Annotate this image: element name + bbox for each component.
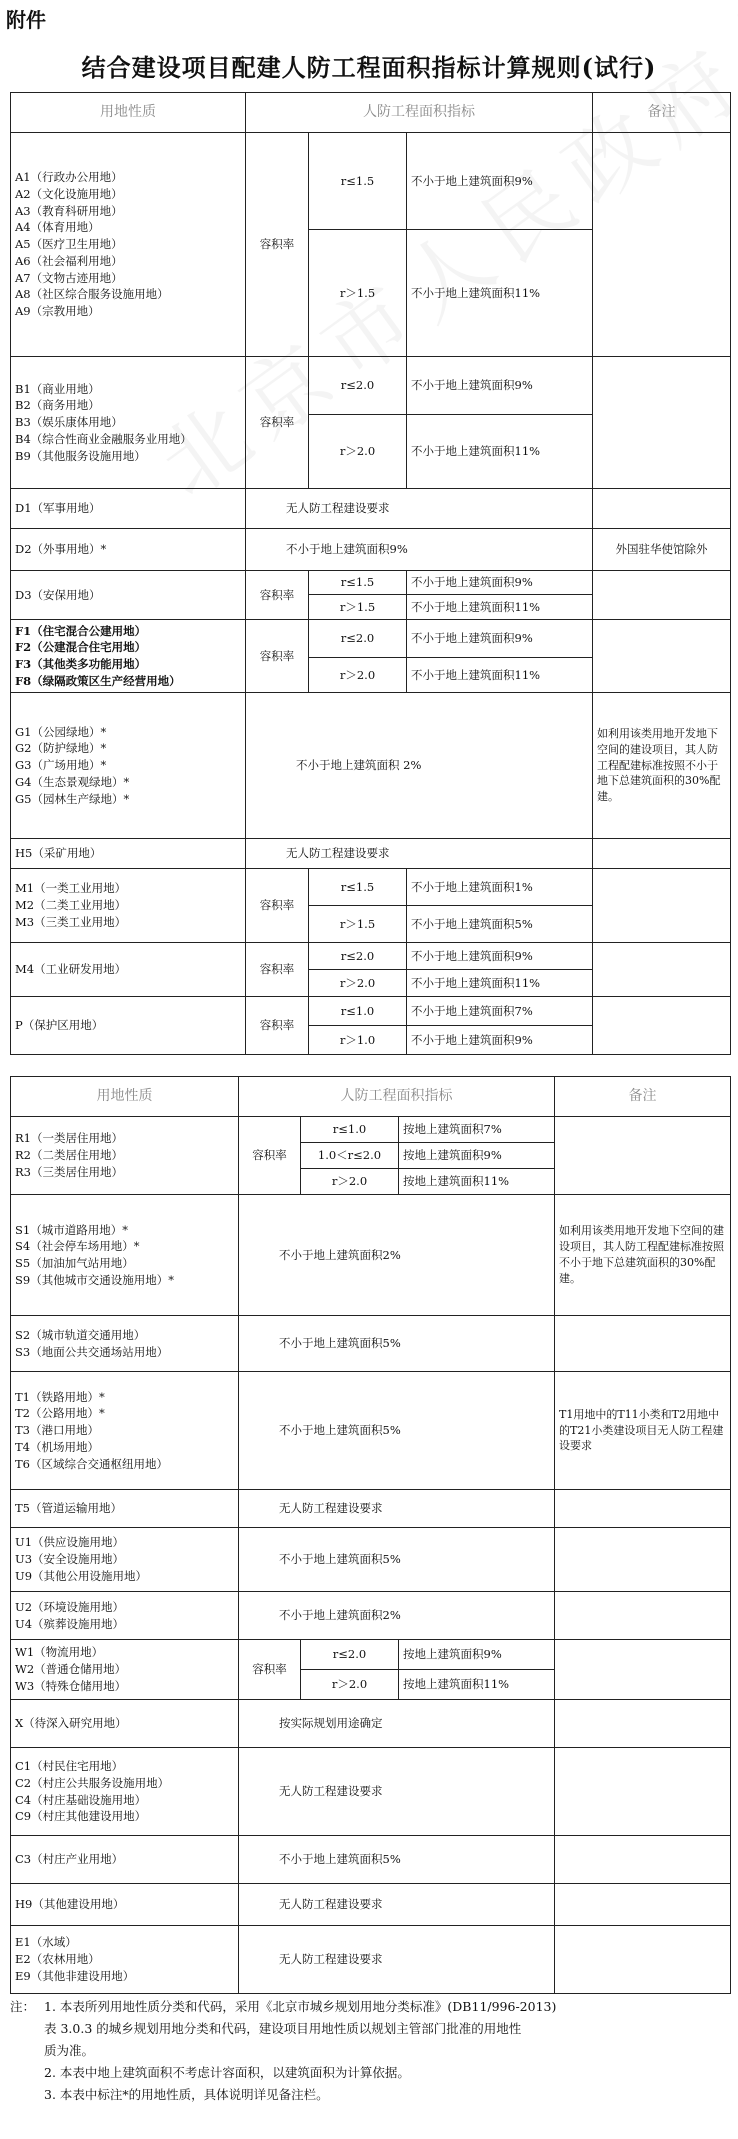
far-label: 容积率 xyxy=(246,997,309,1055)
land-use-code-m4: M4（工业研发用地） xyxy=(11,943,246,997)
header-indicator: 人防工程面积指标 xyxy=(246,93,593,133)
far-label: 容积率 xyxy=(246,943,309,997)
area-indicator: 不小于地上建筑面积9% xyxy=(407,571,593,595)
area-indicator: 不小于地上建筑面积 2% xyxy=(246,693,593,839)
remarks-cell xyxy=(593,869,731,943)
far-condition: r＞1.0 xyxy=(309,1026,407,1055)
remarks-cell xyxy=(593,839,731,869)
area-indicator: 不小于地上建筑面积5% xyxy=(239,1372,555,1490)
remarks-cell xyxy=(555,1528,731,1592)
indicator-table-2 xyxy=(10,1076,731,1994)
land-use-code-h5: H5（采矿用地） xyxy=(11,839,246,869)
remarks-cell xyxy=(593,943,731,997)
footnote-label: 注： xyxy=(10,1999,36,2014)
header-land-use: 用地性质 xyxy=(11,1077,239,1117)
area-indicator: 不小于地上建筑面积2% xyxy=(239,1592,555,1640)
area-indicator: 不小于地上建筑面积7% xyxy=(407,997,593,1026)
area-indicator: 不小于地上建筑面积9% xyxy=(407,1026,593,1055)
area-indicator: 不小于地上建筑面积5% xyxy=(239,1316,555,1372)
header-remarks: 备注 xyxy=(555,1077,731,1117)
footnote-2: 2. 本表中地上建筑面积不考虑计容面积，以建筑面积为计算依据。 xyxy=(44,2064,410,2080)
far-label: 容积率 xyxy=(246,571,309,620)
land-use-code-t5: T5（管道运输用地） xyxy=(11,1490,239,1528)
far-condition: r＞1.5 xyxy=(309,906,407,943)
area-indicator: 不小于地上建筑面积5% xyxy=(239,1528,555,1592)
header-land-use: 用地性质 xyxy=(11,93,246,133)
remarks-cell xyxy=(555,1748,731,1836)
far-condition: r＞2.0 xyxy=(301,1670,399,1700)
header-indicator: 人防工程面积指标 xyxy=(239,1077,555,1117)
remarks-cell xyxy=(593,133,731,357)
far-label: 容积率 xyxy=(246,620,309,693)
remarks-cell xyxy=(555,1640,731,1700)
remarks-cell xyxy=(555,1700,731,1748)
far-condition: r≤2.0 xyxy=(309,620,407,658)
footnote-1-end: 质为准。 xyxy=(44,2042,95,2058)
land-use-codes-w: W1（物流用地） W2（普通仓储用地） W3（特殊仓储用地） xyxy=(11,1640,239,1700)
far-label: 容积率 xyxy=(239,1117,301,1195)
remarks-cell: 外国驻华使馆除外 xyxy=(593,529,731,571)
land-use-codes-c: C1（村民住宅用地） C2（村庄公共服务设施用地） C4（村庄基础设施用地） C9（村庄其他建设用地） xyxy=(11,1748,239,1836)
area-indicator: 不小于地上建筑面积5% xyxy=(407,906,593,943)
far-condition: r＞1.5 xyxy=(309,595,407,620)
remarks-cell xyxy=(593,997,731,1055)
land-use-codes-s2: S2（城市轨道交通用地） S3（地面公共交通场站用地） xyxy=(11,1316,239,1372)
footnotes xyxy=(10,1996,730,2105)
far-condition: r≤1.5 xyxy=(309,869,407,906)
footnote-3: 3. 本表中标注*的用地性质，具体说明详见备注栏。 xyxy=(44,2086,329,2102)
remarks-cell xyxy=(555,1836,731,1884)
footnote-1: 1. 本表所列用地性质分类和代码，采用《北京市城乡规划用地分类标准》(DB11/996-2013) xyxy=(44,1999,557,2014)
land-use-codes-t: T1（铁路用地）* T2（公路用地）* T3（港口用地） T4（机场用地） T6（区域综合交通枢纽用地） xyxy=(11,1372,239,1490)
area-indicator: 无人防工程建设要求 xyxy=(246,839,593,869)
far-label: 容积率 xyxy=(239,1640,301,1700)
area-indicator: 不小于地上建筑面积9% xyxy=(407,943,593,970)
area-indicator: 不小于地上建筑面积9% xyxy=(246,529,593,571)
remarks-cell: 如利用该类用地开发地下空间的建设项目，其人防工程配建标准按照不小于地下总建筑面积的30%配建。 xyxy=(593,693,731,839)
area-indicator: 不小于地上建筑面积5% xyxy=(239,1836,555,1884)
area-indicator: 按地上建筑面积11% xyxy=(399,1169,555,1195)
document-title: 结合建设项目配建人防工程面积指标计算规则(试行) xyxy=(81,53,657,82)
area-indicator: 无人防工程建设要求 xyxy=(239,1926,555,1994)
land-use-codes-u2: U2（环境设施用地） U4（殡葬设施用地） xyxy=(11,1592,239,1640)
remarks-cell xyxy=(555,1884,731,1926)
remarks-cell xyxy=(555,1490,731,1528)
land-use-code-c3: C3（村庄产业用地） xyxy=(11,1836,239,1884)
land-use-codes-b: B1（商业用地） B2（商务用地） B3（娱乐康体用地） B4（综合性商业金融服务业用地） B9（其他服务设施用地） xyxy=(11,357,246,489)
far-condition: r≤1.5 xyxy=(309,571,407,595)
area-indicator: 无人防工程建设要求 xyxy=(246,489,593,529)
area-indicator: 按实际规划用途确定 xyxy=(239,1700,555,1748)
land-use-code-p: P（保护区用地） xyxy=(11,997,246,1055)
land-use-code-d1: D1（军事用地） xyxy=(11,489,246,529)
far-label: 容积率 xyxy=(246,357,309,489)
remarks-cell: T1用地中的T11小类和T2用地中的T21小类建设项目无人防工程建设要求 xyxy=(555,1372,731,1490)
header-remarks: 备注 xyxy=(593,93,731,133)
remarks-cell xyxy=(555,1592,731,1640)
land-use-codes-e: E1（水域） E2（农林用地） E9（其他非建设用地） xyxy=(11,1926,239,1994)
area-indicator: 无人防工程建设要求 xyxy=(239,1748,555,1836)
far-label: 容积率 xyxy=(246,133,309,357)
land-use-codes-r: R1（一类居住用地） R2（二类居住用地） R3（三类居住用地） xyxy=(11,1117,239,1195)
far-condition: r＞2.0 xyxy=(309,415,407,489)
far-condition: 1.0＜r≤2.0 xyxy=(301,1143,399,1169)
land-use-code-d3: D3（安保用地） xyxy=(11,571,246,620)
remarks-cell xyxy=(555,1316,731,1372)
area-indicator: 按地上建筑面积9% xyxy=(399,1143,555,1169)
far-condition: r≤2.0 xyxy=(309,357,407,415)
remarks-cell xyxy=(555,1117,731,1195)
far-condition: r＞2.0 xyxy=(309,970,407,997)
land-use-codes-f: F1（住宅混合公建用地） F2（公建混合住宅用地） F3（其他类多功能用地） F8（绿隔政策区生产经营用地） xyxy=(11,620,246,693)
remarks-cell xyxy=(593,357,731,489)
area-indicator: 不小于地上建筑面积11% xyxy=(407,230,593,357)
far-condition: r≤1.0 xyxy=(309,997,407,1026)
land-use-code-x: X（待深入研究用地） xyxy=(11,1700,239,1748)
area-indicator: 不小于地上建筑面积9% xyxy=(407,620,593,658)
far-condition: r≤1.5 xyxy=(309,133,407,230)
land-use-codes-s: S1（城市道路用地）* S4（社会停车场用地）* S5（加油加气站用地） S9（其他城市交通设施用地）* xyxy=(11,1195,239,1316)
indicator-table-1 xyxy=(10,92,731,1055)
far-label: 容积率 xyxy=(246,869,309,943)
area-indicator: 无人防工程建设要求 xyxy=(239,1884,555,1926)
area-indicator: 无人防工程建设要求 xyxy=(239,1490,555,1528)
remarks-cell: 如利用该类用地开发地下空间的建设项目，其人防工程配建标准按照不小于地下总建筑面积的30%配建。 xyxy=(555,1195,731,1316)
attachment-label: 附件 xyxy=(6,8,46,32)
remarks-cell xyxy=(593,571,731,620)
land-use-code-d2: D2（外事用地）* xyxy=(11,529,246,571)
remarks-cell xyxy=(593,489,731,529)
far-condition: r≤2.0 xyxy=(309,943,407,970)
area-indicator: 按地上建筑面积11% xyxy=(399,1670,555,1700)
area-indicator: 不小于地上建筑面积11% xyxy=(407,658,593,693)
area-indicator: 按地上建筑面积9% xyxy=(399,1640,555,1670)
land-use-codes-u1: U1（供应设施用地） U3（安全设施用地） U9（其他公用设施用地） xyxy=(11,1528,239,1592)
area-indicator: 不小于地上建筑面积2% xyxy=(239,1195,555,1316)
area-indicator: 按地上建筑面积7% xyxy=(399,1117,555,1143)
area-indicator: 不小于地上建筑面积11% xyxy=(407,970,593,997)
far-condition: r＞2.0 xyxy=(301,1169,399,1195)
area-indicator: 不小于地上建筑面积11% xyxy=(407,595,593,620)
land-use-code-h9: H9（其他建设用地） xyxy=(11,1884,239,1926)
far-condition: r＞1.5 xyxy=(309,230,407,357)
area-indicator: 不小于地上建筑面积9% xyxy=(407,357,593,415)
far-condition: r≤2.0 xyxy=(301,1640,399,1670)
land-use-codes-g: G1（公园绿地）* G2（防护绿地）* G3（广场用地）* G4（生态景观绿地）* G5（园林生产绿地）* xyxy=(11,693,246,839)
footnote-1-cont: 表 3.0.3 的城乡规划用地分类和代码，建设项目用地性质以规划主管部门批准的用地性 xyxy=(44,2020,522,2036)
far-condition: r≤1.0 xyxy=(301,1117,399,1143)
area-indicator: 不小于地上建筑面积11% xyxy=(407,415,593,489)
land-use-codes-a: A1（行政办公用地） A2（文化设施用地） A3（教育科研用地） A4（体育用地） A5（医疗卫生用地） A6（社会福利用地） A7（文物古迹用地） A8（社区综合服务设施用地） A9（宗教用地） xyxy=(11,133,246,357)
remarks-cell xyxy=(555,1926,731,1994)
land-use-codes-m: M1（一类工业用地） M2（二类工业用地） M3（三类工业用地） xyxy=(11,869,246,943)
remarks-cell xyxy=(593,620,731,693)
area-indicator: 不小于地上建筑面积9% xyxy=(407,133,593,230)
area-indicator: 不小于地上建筑面积1% xyxy=(407,869,593,906)
far-condition: r＞2.0 xyxy=(309,658,407,693)
